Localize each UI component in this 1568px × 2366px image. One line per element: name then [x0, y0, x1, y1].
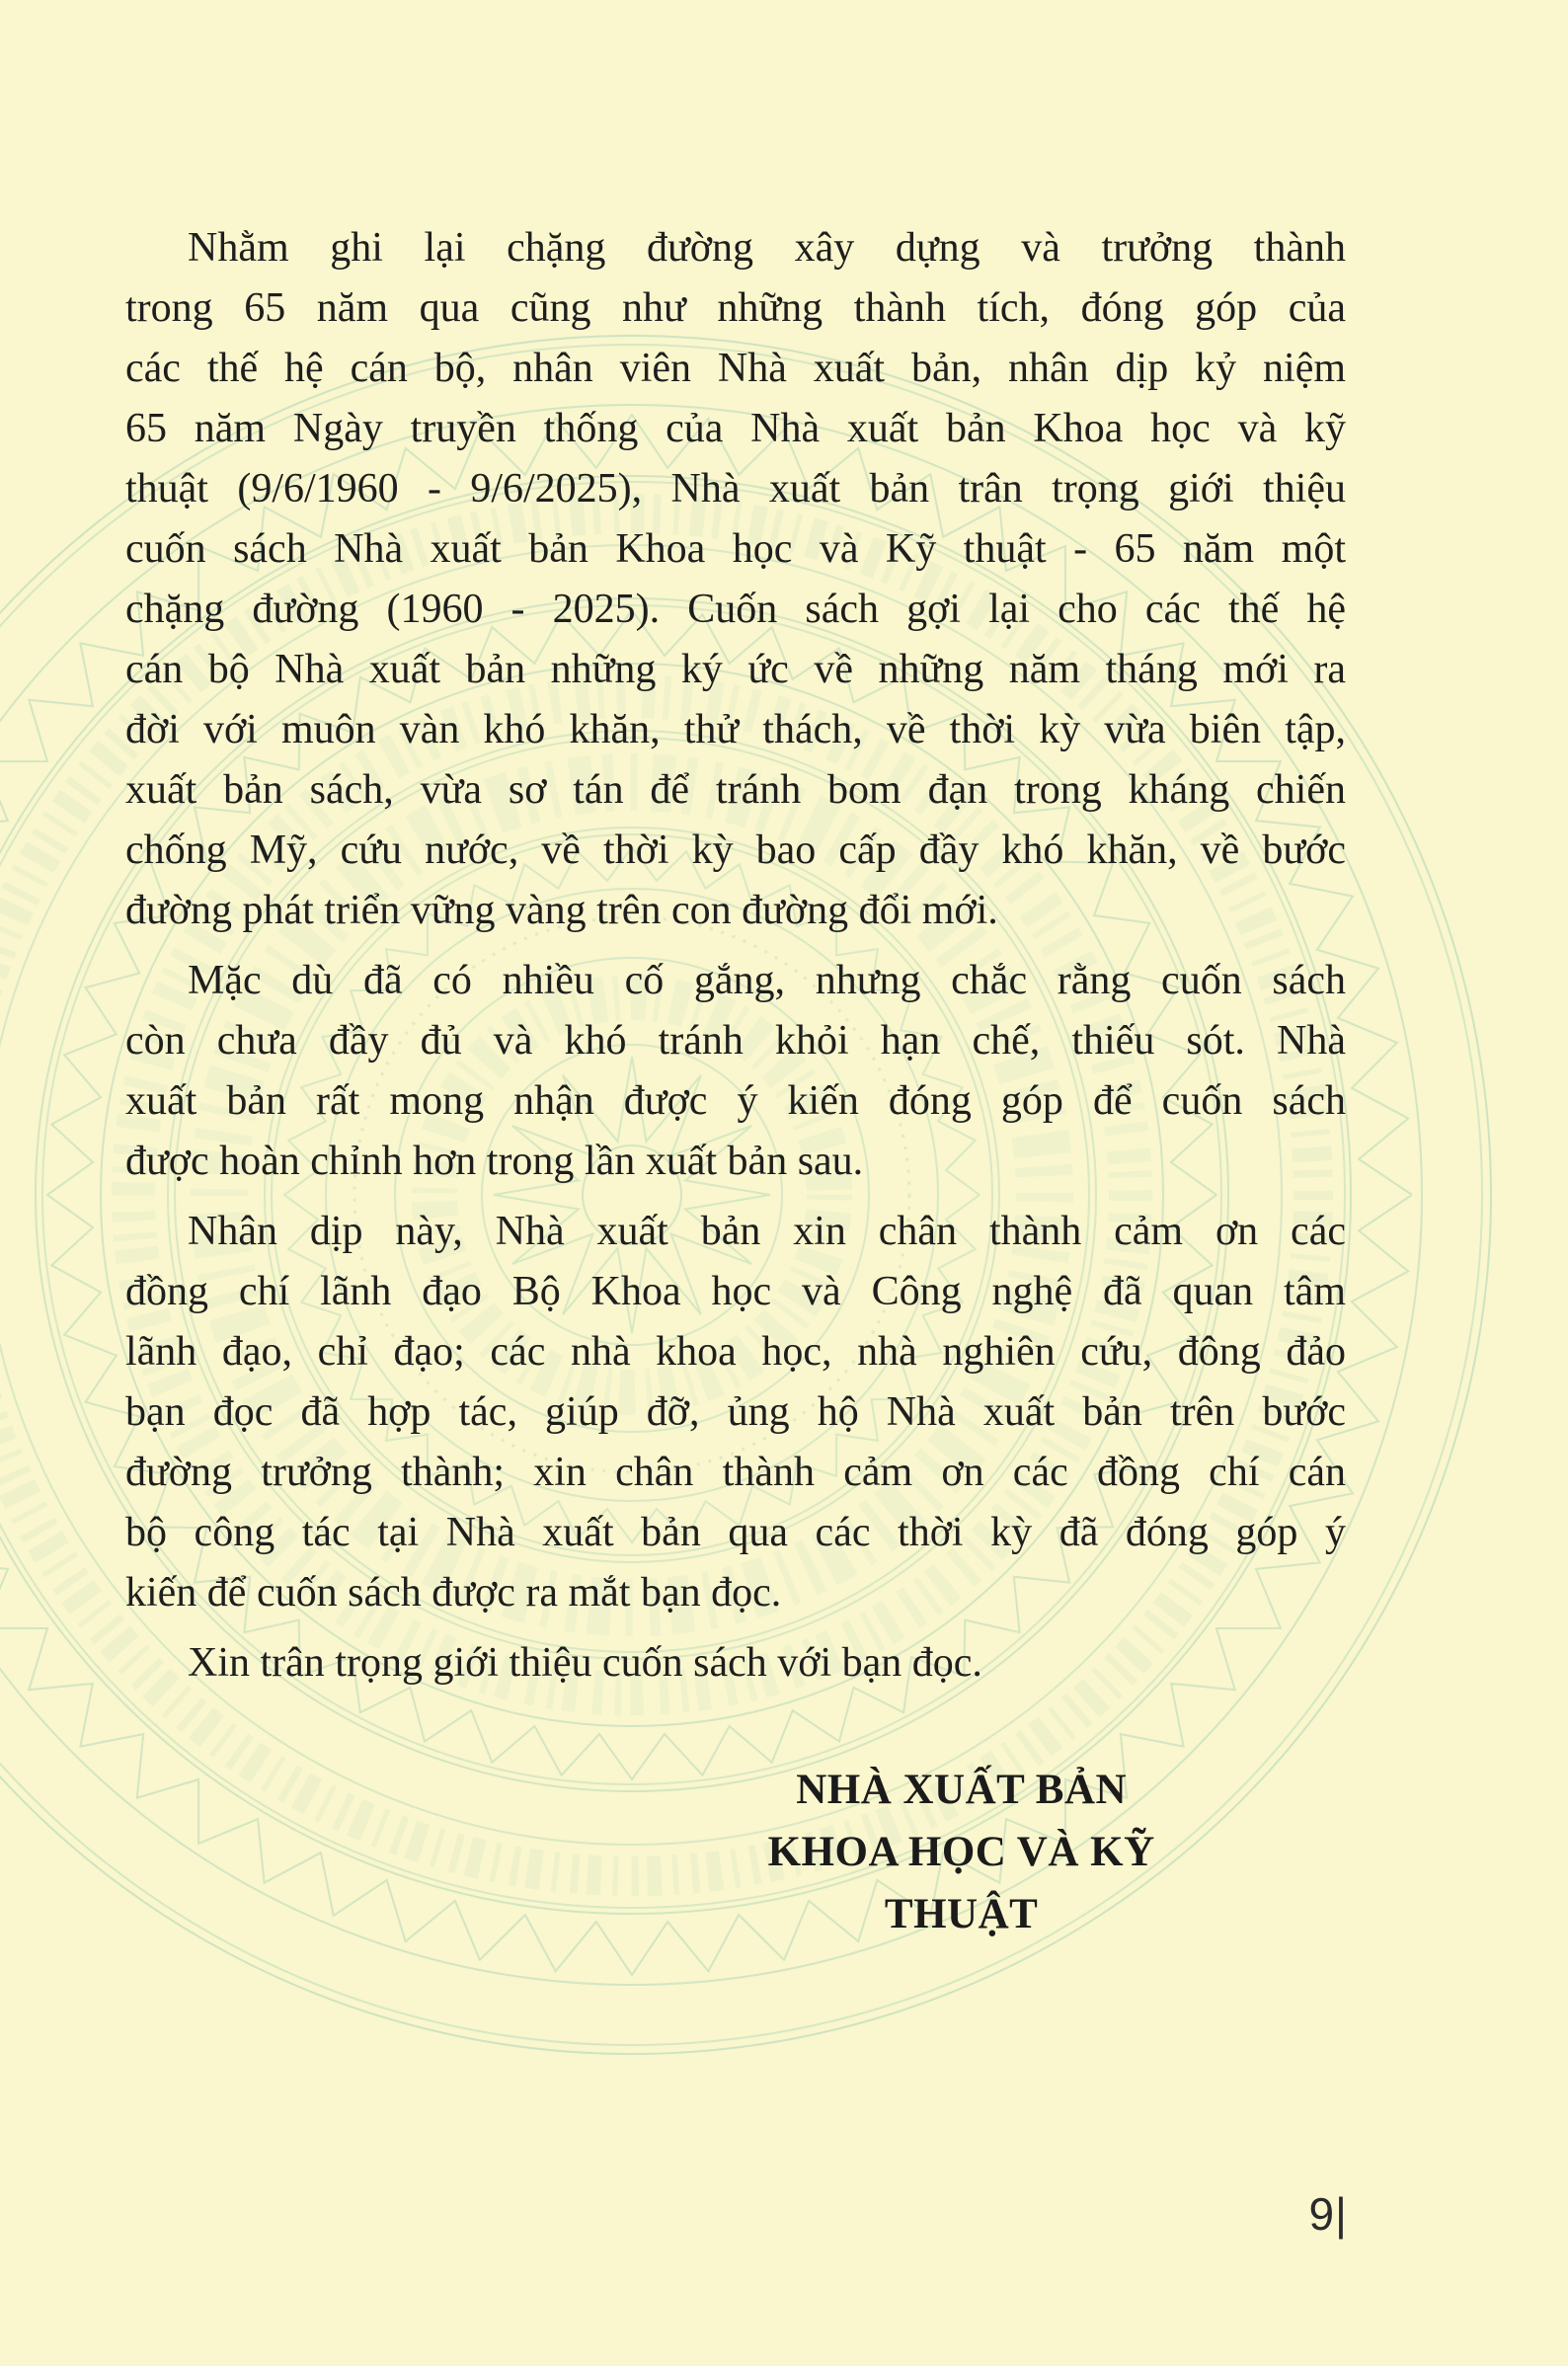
text-line: các thế hệ cán bộ, nhân viên Nhà xuất bản, nhân dịp kỷ niệm: [125, 346, 1346, 391]
text-line: lãnh đạo, chỉ đạo; các nhà khoa học, nhà nghiên cứu, đông đảo: [125, 1329, 1346, 1375]
text-line: bạn đọc đã hợp tác, giúp đỡ, ủng hộ Nhà xuất bản trên bước: [125, 1389, 1346, 1435]
text-line: đường phát triển vững vàng trên con đường đổi mới.: [125, 888, 998, 933]
page-number: [1308, 2188, 1348, 2240]
paragraph-2: [125, 951, 1346, 1192]
publisher-name-line-1: NHÀ XUẤT BẢN: [796, 1767, 1128, 1813]
text-line: bộ công tác tại Nhà xuất bản qua các thời kỳ đã đóng góp ý: [125, 1510, 1346, 1555]
text-line: cuốn sách Nhà xuất bản Khoa học và Kỹ thuật - 65 năm một: [125, 526, 1346, 572]
text-line: cán bộ Nhà xuất bản những ký ức về những năm tháng mới ra: [125, 647, 1346, 692]
publisher-signature: [711, 1759, 1212, 1945]
text-line: được hoàn chỉnh hơn trong lần xuất bản sau.: [125, 1139, 864, 1184]
text-line: chặng đường (1960 - 2025). Cuốn sách gợi lại cho các thế hệ: [125, 587, 1346, 632]
paragraph-1: [125, 218, 1346, 941]
page-content: [125, 218, 1346, 1945]
text-line: xuất bản sách, vừa sơ tán để tránh bom đạn trong kháng chiến: [125, 767, 1346, 813]
text-line: Nhân dịp này, Nhà xuất bản xin chân thành cảm ơn các: [188, 1209, 1346, 1254]
text-line: 65 năm Ngày truyền thống của Nhà xuất bản Khoa học và kỹ: [125, 406, 1346, 451]
text-line: thuật (9/6/1960 - 9/6/2025), Nhà xuất bản trân trọng giới thiệu: [125, 466, 1346, 512]
text-line: trong 65 năm qua cũng như những thành tích, đóng góp của: [125, 285, 1346, 331]
text-line: đồng chí lãnh đạo Bộ Khoa học và Công nghệ đã quan tâm: [125, 1269, 1346, 1314]
text-line: Mặc dù đã có nhiều cố gắng, nhưng chắc rằng cuốn sách: [188, 958, 1346, 1003]
text-line: xuất bản rất mong nhận được ý kiến đóng góp để cuốn sách: [125, 1078, 1346, 1124]
text-line: đường trưởng thành; xin chân thành cảm ơn các đồng chí cán: [125, 1450, 1346, 1495]
text-line: Nhằm ghi lại chặng đường xây dựng và trưởng thành: [188, 225, 1346, 271]
publisher-name-line-2: KHOA HỌC VÀ KỸ THUẬT: [767, 1829, 1155, 1937]
text-line: kiến để cuốn sách được ra mắt bạn đọc.: [125, 1570, 782, 1616]
text-line: còn chưa đầy đủ và khó tránh khỏi hạn chế, thiếu sót. Nhà: [125, 1018, 1346, 1064]
text-line: đời với muôn vàn khó khăn, thử thách, về thời kỳ vừa biên tập,: [125, 707, 1346, 752]
page-number-margin-bar: |: [1335, 2188, 1348, 2240]
text-line: Xin trân trọng giới thiệu cuốn sách với bạn đọc.: [188, 1640, 982, 1686]
page-number-value: 9: [1308, 2188, 1336, 2240]
paragraph-4: [125, 1633, 1346, 1694]
text-line: chống Mỹ, cứu nước, về thời kỳ bao cấp đầy khó khăn, về bước: [125, 828, 1346, 873]
paragraph-3: [125, 1202, 1346, 1623]
